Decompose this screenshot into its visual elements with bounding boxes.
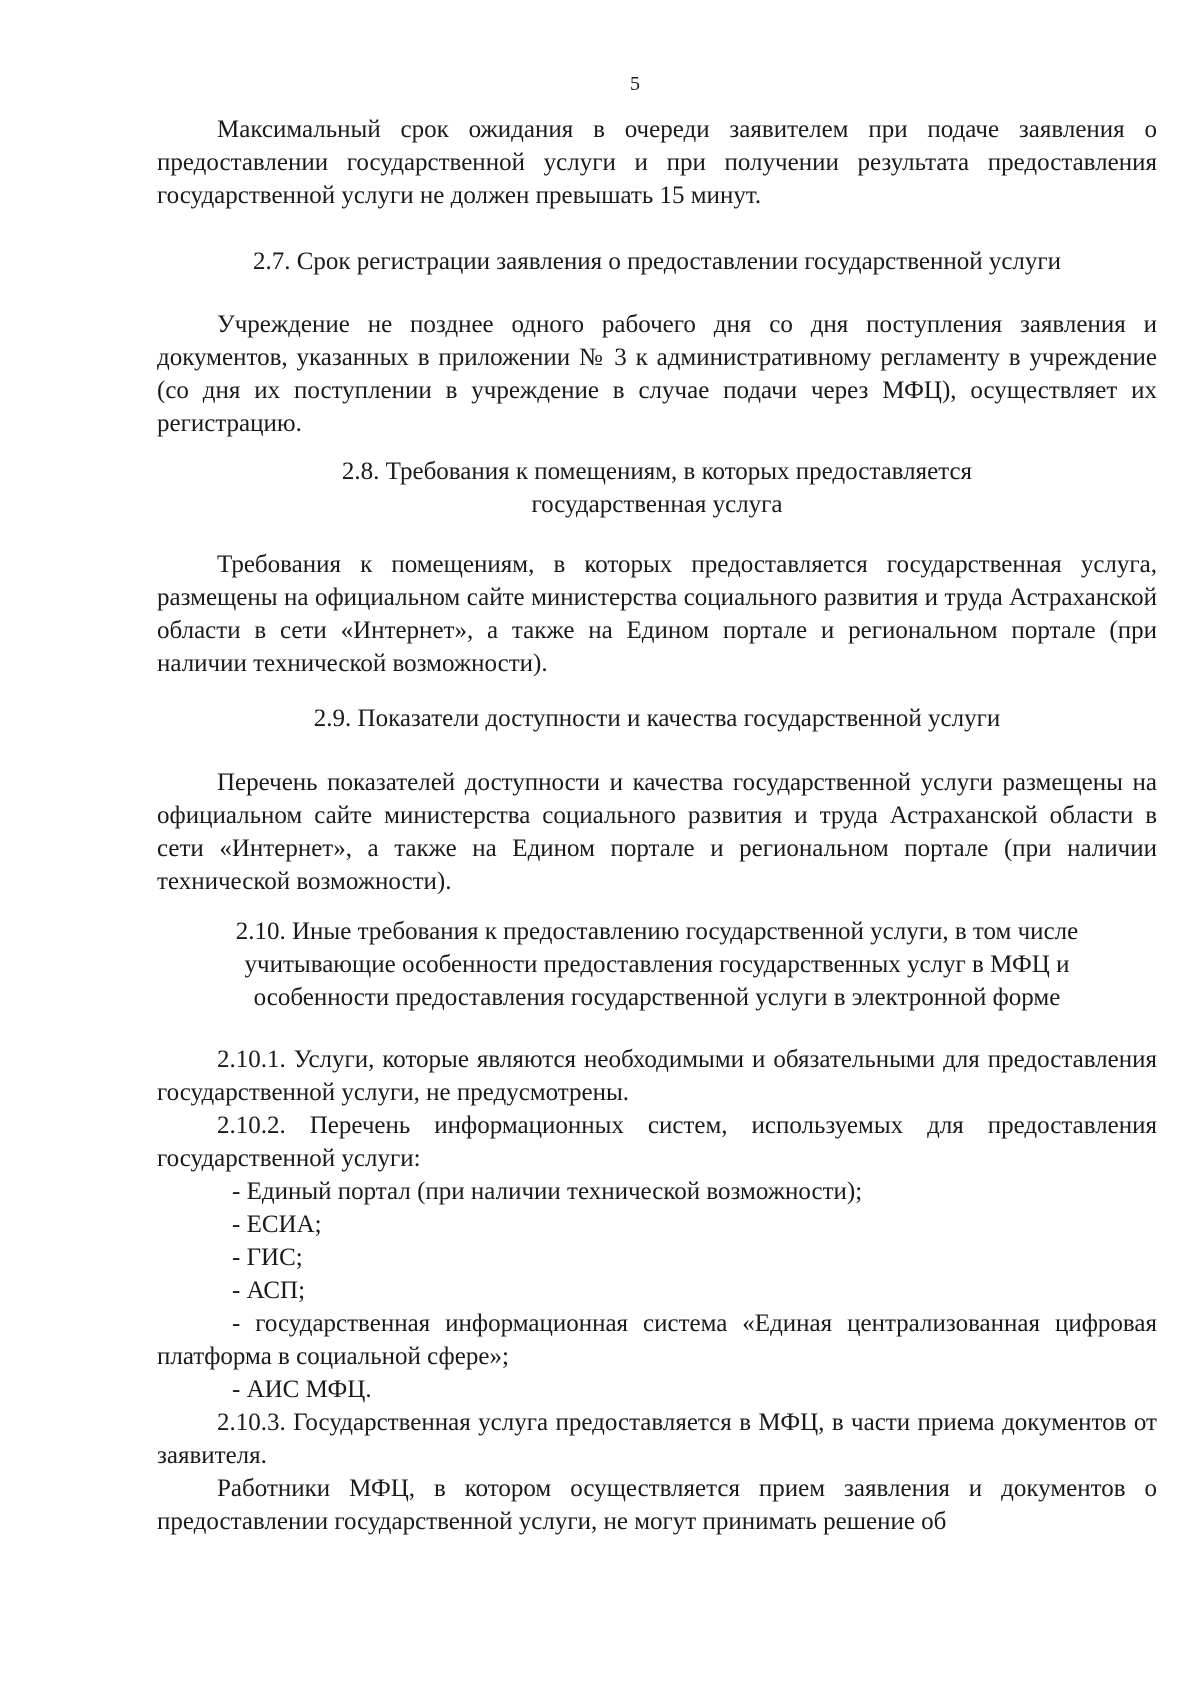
paragraph-2-8: Требования к помещениям, в которых предоставляется государственная услуга, размещены на официальном сайте министерства социального развития и труда Астраханской области в сети «Интернет», а также на Едином портале и региональном портале (при наличии технической возможности). — [157, 551, 1157, 677]
list-item: - Единый портал (при наличии технической возможности); — [232, 1178, 863, 1205]
heading-2-7: 2.7. Срок регистрации заявления о предоставлении государственной услуги — [252, 248, 1062, 275]
heading-2-8 — [157, 455, 1157, 521]
heading-2-10-line-3: особенности предоставления государственной услуги в электронной форме — [253, 984, 1061, 1011]
list-item: - государственная информационная система «Единая централизованная цифровая платформа в социальной сфере»; — [157, 1310, 1157, 1370]
heading-2-10-line-2: учитывающие особенности предоставления государственных услуг в МФЦ и — [244, 951, 1070, 978]
paragraph-2-10-2: 2.10.2. Перечень информационных систем, используемых для предоставления государственной услуги: — [157, 1112, 1157, 1172]
heading-2-8-line-1: 2.8. Требования к помещениям, в которых предоставляется — [341, 458, 973, 485]
page-number: 5 — [630, 73, 640, 95]
paragraph-2-10-1: 2.10.1. Услуги, которые являются необходимыми и обязательными для предоставления государственной услуги, не предусмотрены. — [157, 1046, 1157, 1106]
heading-2-10-line-1: 2.10. Иные требования к предоставлению государственной услуги, в том числе — [235, 918, 1079, 945]
heading-2-9: 2.9. Показатели доступности и качества государственной услуги — [313, 705, 1001, 732]
paragraph-2-9: Перечень показателей доступности и качества государственной услуги размещены на официальном сайте министерства социального развития и труда Астраханской области в сети «Интернет», а также на Едином портале и региональном портале (при наличии технической возможности). — [157, 769, 1157, 895]
paragraph-queue-time: Максимальный срок ожидания в очереди заявителем при подаче заявления о предоставлении государственной услуги и при получении результата предоставления государственной услуги не должен превышать 15 минут. — [157, 116, 1157, 209]
heading-2-10 — [157, 915, 1157, 1014]
paragraph-mfc-staff: Работники МФЦ, в котором осуществляется прием заявления и документов о предоставлении государственной услуги, не могут принимать решение об — [157, 1475, 1157, 1535]
heading-2-8-line-2: государственная услуга — [531, 491, 783, 518]
paragraph-2-10-3: 2.10.3. Государственная услуга предоставляется в МФЦ, в части приема документов от заявителя. — [157, 1409, 1157, 1469]
paragraph-2-7: Учреждение не позднее одного рабочего дня со дня поступления заявления и документов, указанных в приложении № 3 к административному регламенту в учреждение (со дня их поступлении в учреждение в случае подачи через МФЦ), осуществляет их регистрацию. — [157, 311, 1157, 437]
list-item: - АСП; — [232, 1277, 306, 1304]
section-2-10-body — [157, 1043, 1157, 1538]
list-item: - ЕСИА; — [232, 1211, 322, 1238]
list-item: - ГИС; — [232, 1244, 303, 1271]
list-item: - АИС МФЦ. — [232, 1376, 372, 1403]
